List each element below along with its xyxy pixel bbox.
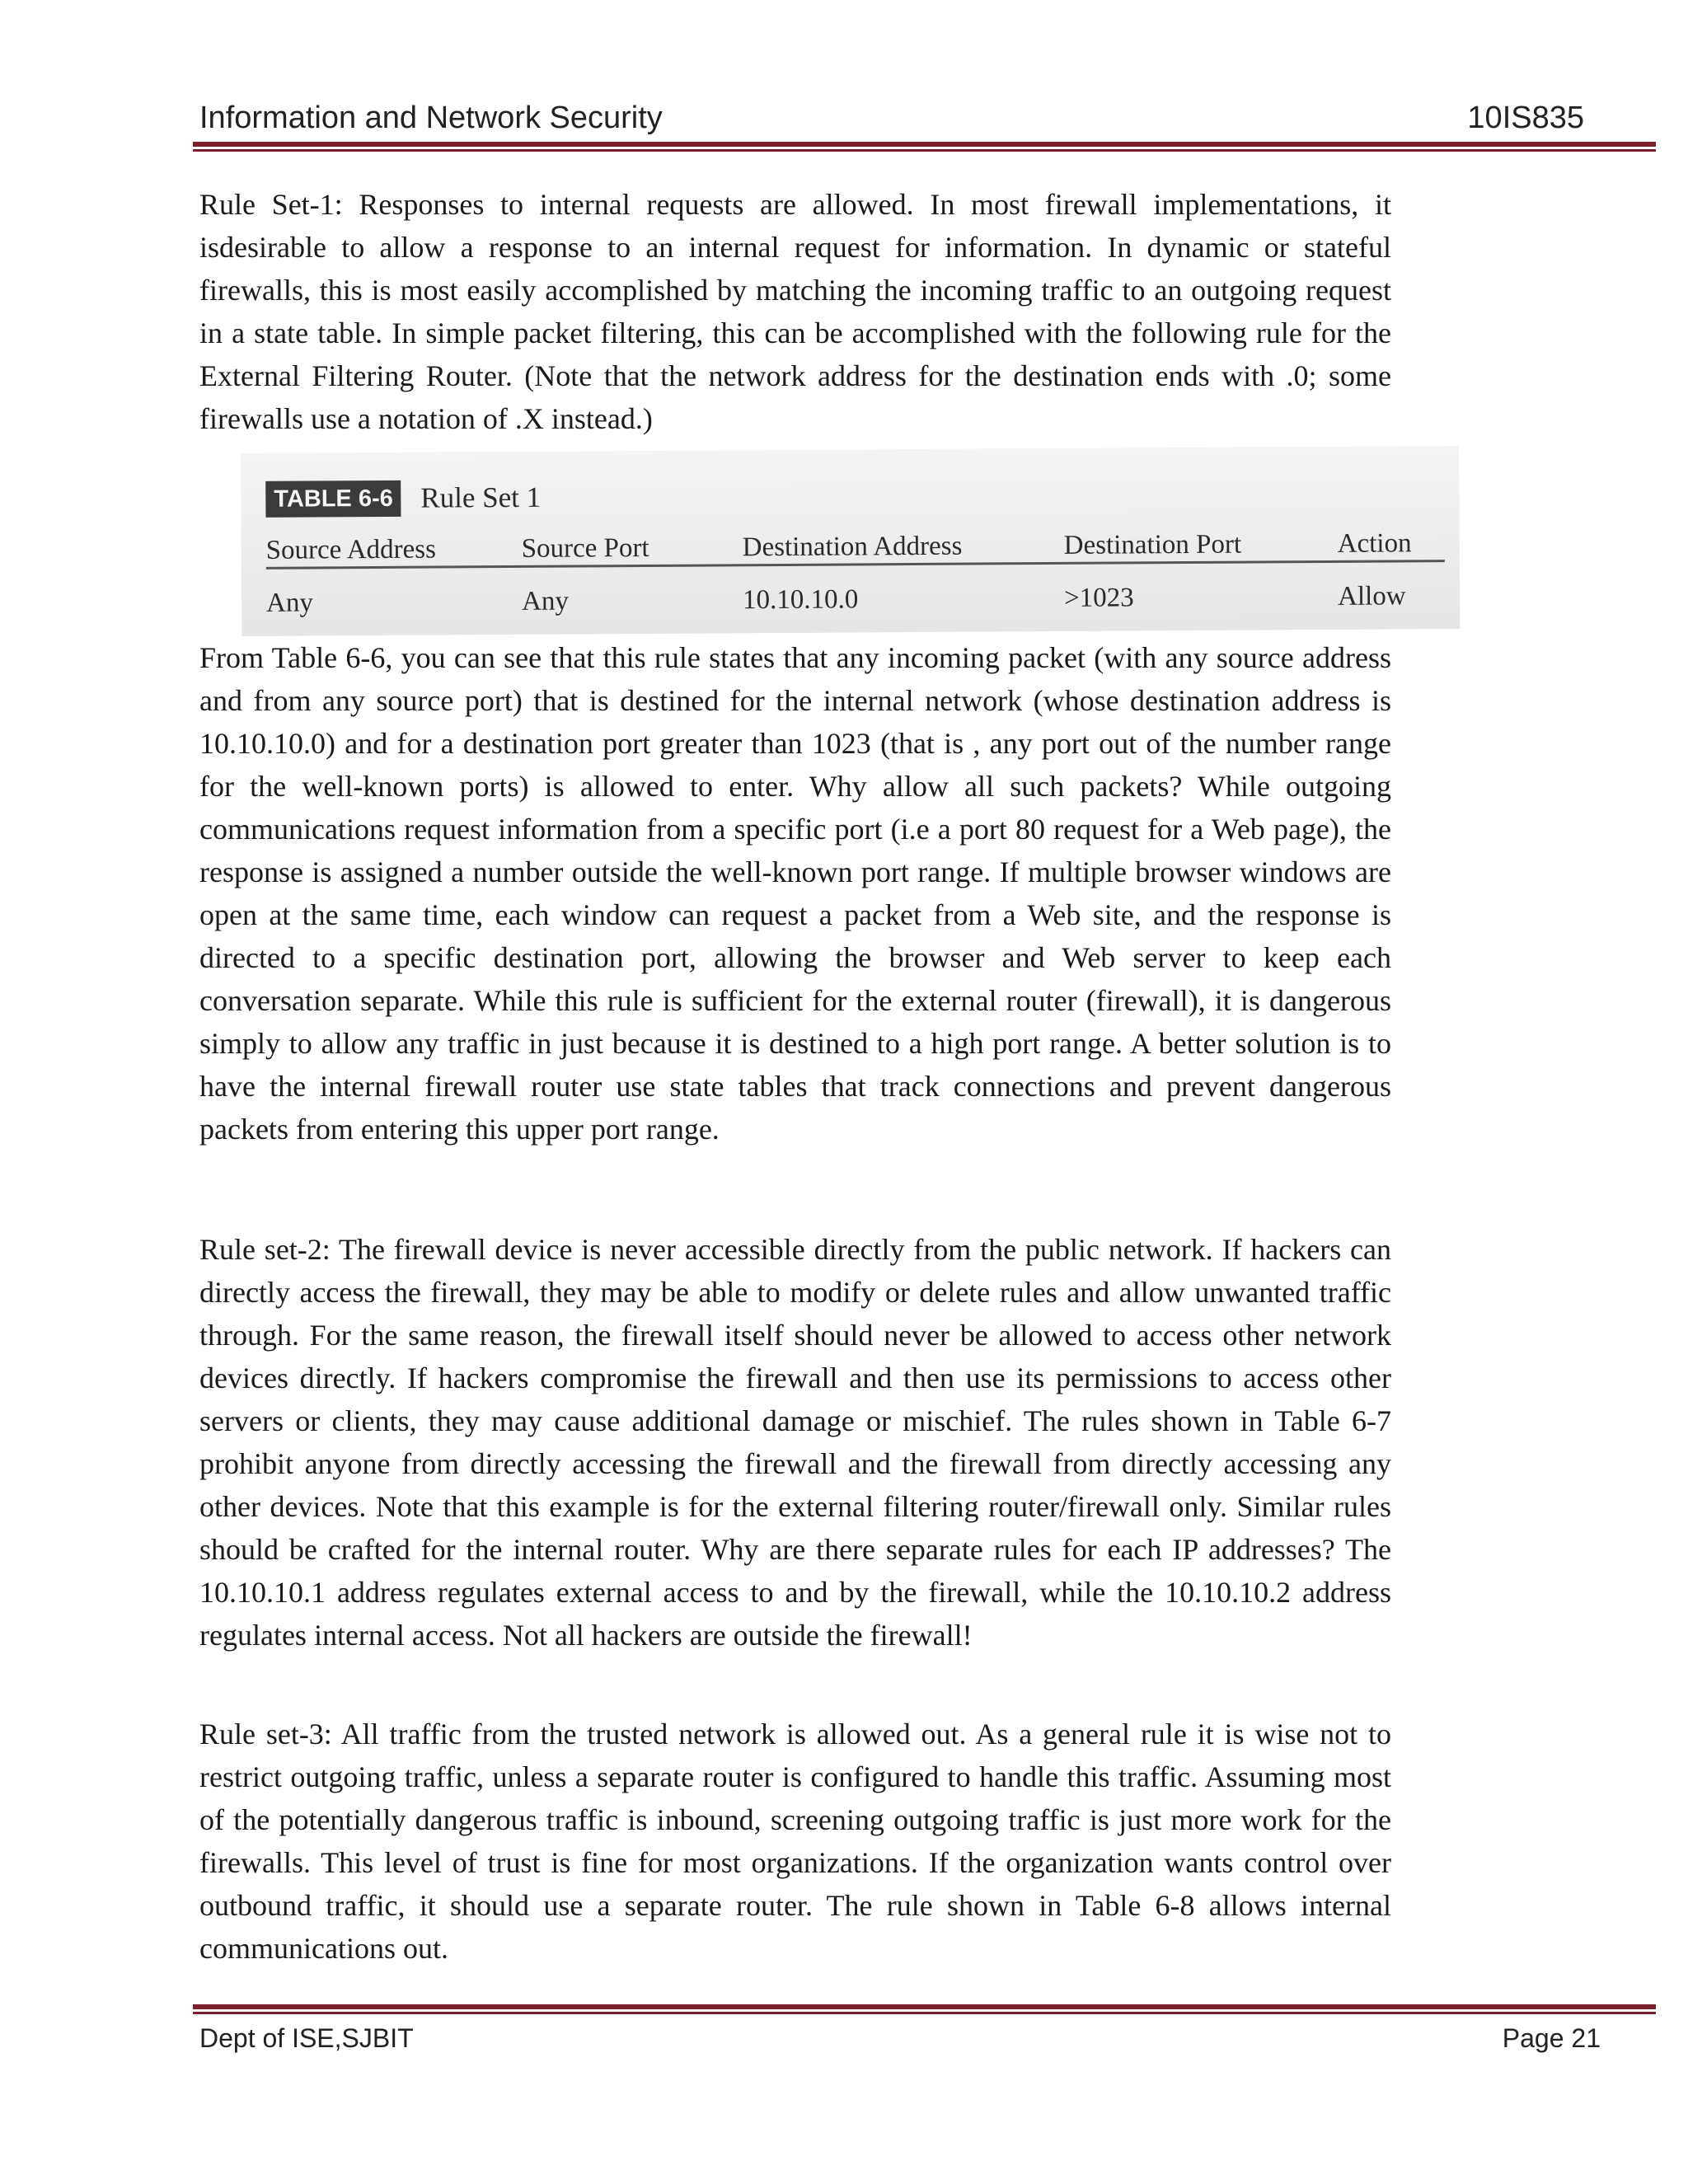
table-header-cell: Destination Address bbox=[742, 531, 963, 563]
footer-divider-thick bbox=[193, 2004, 1656, 2009]
paragraph-rule-set-1: Rule Set-1: Responses to internal requests are allowed. In most firewall implementations, it isdesirable to allow a response to an internal request for information. In dynamic or stateful firewalls, this is most easily accomplished by matching the incoming traffic to an outgoing request in a state table. In simple packet filtering, this can be accomplished with the following rule for the External Filtering Router. (Note that the network address for the destination ends with .0; some firewalls use a notation of .X instead.) bbox=[199, 188, 1391, 435]
table-cell: 10.10.10.0 bbox=[742, 584, 859, 616]
table-cell: Any bbox=[266, 588, 314, 618]
paragraph-rule-set-3: Rule set-3: All traffic from the trusted network is allowed out. As a general rule it is wise not to restrict outgoing traffic, unless a separate router is configured to handle this traffic. Assuming most of the potentially dangerous traffic is inbound, screening outgoing traffic is just more work for the firewalls. This level of trust is fine for most organizations. If the organization wants control over outbound traffic, it should use a separate router. The rule shown in Table 6-8 allows internal communications out. bbox=[199, 1718, 1391, 1965]
table-header-cell: Action bbox=[1337, 528, 1412, 559]
table-row bbox=[266, 578, 1445, 626]
course-code: 10IS835 bbox=[1467, 101, 1584, 135]
page-header bbox=[199, 97, 1584, 138]
paragraph-rule-set-2: Rule set-2: The firewall device is never accessible directly from the public network. If hackers can directly access the firewall, they may be able to modify or delete rules and allow unwanted traffic through. For the same reason, the firewall itself should never be allowed to access other network devices directly. If hackers compromise the firewall and then use its permissions to access other servers or clients, they may cause additional damage or mischief. The rules shown in Table 6-7 prohibit anyone from directly accessing the firewall and the firewall from directly accessing any other devices. Note that this example is for the external filtering router/firewall only. Similar rules should be crafted for the internal router. Why are there separate rules for each IP addresses? The 10.10.10.1 address regulates external access to and by the firewall, while the 10.10.10.2 address regulates internal access. Not all hackers are outside the firewall! bbox=[199, 1233, 1391, 1652]
header-divider-thin bbox=[193, 149, 1656, 152]
table-badge: TABLE 6-6 bbox=[265, 480, 401, 518]
footer-divider bbox=[193, 2004, 1656, 2016]
table-cell: Allow bbox=[1337, 581, 1406, 612]
table-cell: >1023 bbox=[1063, 583, 1134, 613]
header-divider-thick bbox=[193, 142, 1656, 147]
paragraph-table-explanation: From Table 6-6, you can see that this rule states that any incoming packet (with any source address and from any source port) that is destined for the internal network (whose destination address is 10.10.10.0) and for a destination port greater than 1023 (that is , any port out of the number range for the well-known ports) is allowed to enter. Why allow all such packets? While outgoing communications request information from a specific port (i.e a port 80 request for a Web page), the response is assigned a number outside the well-known port range. If multiple browser windows are open at the same time, each window can request a packet from a Web site, and the response is directed to a specific destination port, allowing the browser and Web server to keep each conversation separate. While this rule is sufficient for the external router (firewall), it is dangerous simply to allow any traffic in just because it is destined to a high port range. A better solution is to have the internal firewall router use state tables that track connections and prevent dangerous packets from entering this upper port range. bbox=[199, 641, 1391, 1146]
page-number: Page 21 bbox=[1502, 2023, 1601, 2053]
footer-divider-thin bbox=[193, 2012, 1656, 2014]
page-footer bbox=[199, 2023, 1601, 2060]
table-header-cell: Source Port bbox=[521, 532, 649, 564]
document-title: Information and Network Security bbox=[199, 101, 663, 135]
department-label: Dept of ISE,SJBIT bbox=[199, 2023, 414, 2053]
table-header-cell: Source Address bbox=[265, 534, 437, 565]
rule-set-table bbox=[241, 446, 1460, 636]
table-cell: Any bbox=[521, 586, 570, 616]
table-header-cell: Destination Port bbox=[1063, 529, 1242, 560]
header-divider bbox=[193, 142, 1656, 153]
table-title: Rule Set 1 bbox=[420, 480, 542, 514]
